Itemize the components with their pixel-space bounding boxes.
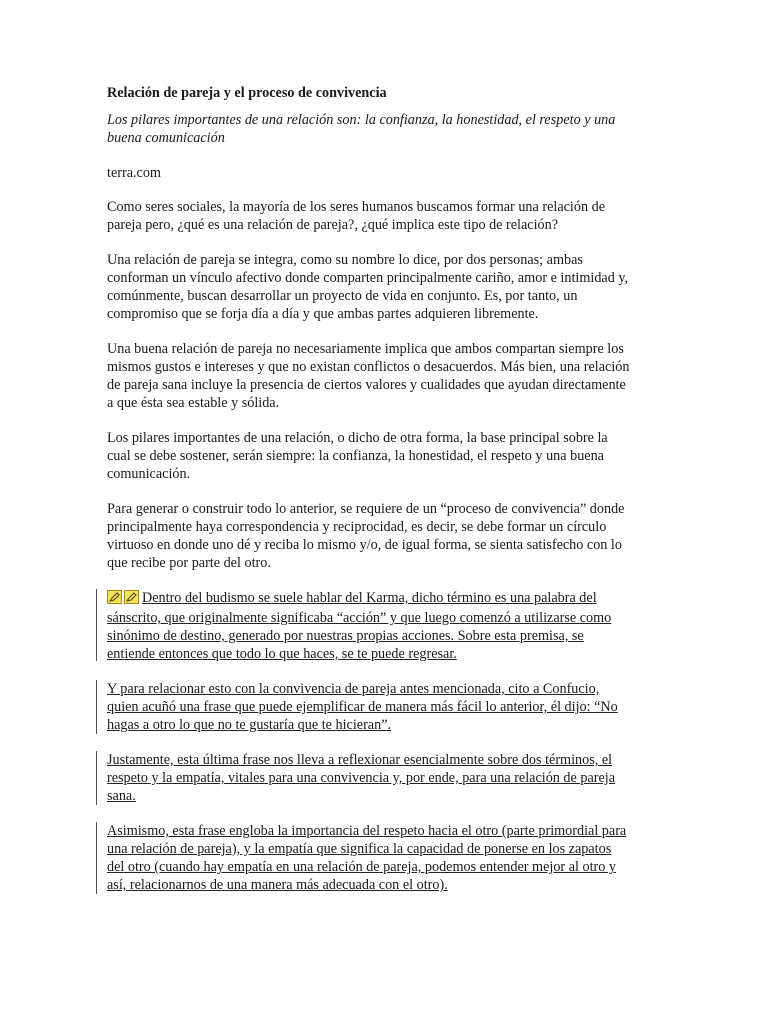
tracked-line xyxy=(107,858,667,876)
change-bar xyxy=(96,589,97,661)
paragraph xyxy=(107,198,667,234)
tracked-text: así, relacionarnos de una manera más adecuada con el otro). xyxy=(107,877,448,893)
paragraph-line: comunicación. xyxy=(107,466,191,482)
tracked-text: respeto y la empatía, vitales para una convivencia y, por ende, para una relación de pareja xyxy=(107,770,616,786)
paragraph-line: que recibe por parte del otro. xyxy=(107,555,271,571)
subtitle-line: buena comunicación xyxy=(107,130,225,146)
note-edit-icon[interactable] xyxy=(107,590,122,604)
paragraph-line: Como seres sociales, la mayoría de los seres humanos buscamos formar una relación de xyxy=(107,199,605,215)
paragraph xyxy=(107,500,667,572)
tracked-line xyxy=(107,716,667,734)
paragraph-line: Los pilares importantes de una relación, o dicho de otra forma, la base principal sobre la xyxy=(107,430,608,446)
tracked-change-paragraph xyxy=(107,822,667,894)
change-bar xyxy=(96,822,97,894)
paragraph-line: pareja pero, ¿qué es una relación de pareja?, ¿qué implica este tipo de relación? xyxy=(107,217,559,233)
tracked-line xyxy=(107,627,667,645)
tracked-line xyxy=(107,751,667,769)
paragraph-line: Una relación de pareja se integra, como su nombre lo dice, por dos personas; ambas xyxy=(107,252,583,268)
paragraph-line: cual se debe sostener, serán siempre: la confianza, la honestidad, el respeto y una buena xyxy=(107,448,604,464)
tracked-text: Asimismo, esta frase engloba la importancia del respeto hacia el otro (parte primordial para xyxy=(107,823,627,839)
paragraph-line: virtuoso en donde uno dé y reciba lo mismo y/o, de igual forma, se sienta satisfecho con lo xyxy=(107,537,622,553)
document-title: Relación de pareja y el proceso de convivencia xyxy=(107,85,387,101)
tracked-text: del otro (cuando hay empatía en una relación de pareja, podemos entender mejor al otro y xyxy=(107,859,616,875)
paragraph xyxy=(107,251,667,323)
tracked-line xyxy=(107,769,667,787)
tracked-line xyxy=(107,698,667,716)
paragraph-line: comúnmente, buscan desarrollar un proyecto de vida en conjunto. Es, por tanto, un xyxy=(107,288,578,304)
subtitle-line: Los pilares importantes de una relación son: la confianza, la honestidad, el respeto y una xyxy=(107,112,616,128)
change-bar xyxy=(96,751,97,805)
paragraph xyxy=(107,340,667,412)
paragraph-line: a que ésta sea estable y sólida. xyxy=(107,395,280,411)
paragraph-line: Una buena relación de pareja no necesariamente implica que ambos compartan siempre los xyxy=(107,341,624,357)
note-edit-icon[interactable] xyxy=(124,590,139,604)
paragraph-line: principalmente haya correspondencia y reciprocidad, es decir, se debe formar un círculo xyxy=(107,519,607,535)
paragraph-line: compromiso que se forja día a día y que ambas partes adquieren libremente. xyxy=(107,306,539,322)
document-subtitle xyxy=(107,111,667,147)
tracked-line xyxy=(107,680,667,698)
tracked-line xyxy=(107,787,667,805)
tracked-line xyxy=(107,589,667,609)
tracked-text: sana. xyxy=(107,788,136,804)
tracked-line xyxy=(107,645,667,663)
tracked-text: Y para relacionar esto con la convivencia de pareja antes mencionada, cito a Confucio, xyxy=(107,681,600,697)
tracked-line xyxy=(107,876,667,894)
paragraph-line: conforman un vínculo afectivo donde comparten principalmente cariño, amor e intimidad y, xyxy=(107,270,629,286)
tracked-text: sinónimo de destino, generado por nuestras propias acciones. Sobre esta premisa, se xyxy=(107,628,584,644)
tracked-text: quien acuñó una frase que puede ejemplificar de manera más fácil lo anterior, él dijo: “No xyxy=(107,699,618,715)
tracked-text: hagas a otro lo que no te gustaría que te hicieran”. xyxy=(107,717,392,733)
source-label: terra.com xyxy=(107,165,161,181)
paragraph xyxy=(107,429,667,483)
paragraph-line: Para generar o construir todo lo anterior, se requiere de un “proceso de convivencia” donde xyxy=(107,501,625,517)
tracked-change-paragraph xyxy=(107,680,667,734)
tracked-text: Justamente, esta última frase nos lleva a reflexionar esencialmente sobre dos términos, el xyxy=(107,752,613,768)
note-icons[interactable] xyxy=(107,590,141,609)
tracked-text: Dentro del budismo se suele hablar del Karma, dicho término es una palabra del xyxy=(142,590,597,606)
paragraph-line: de pareja sana incluye la presencia de ciertos valores y cualidades que ayudan directamente xyxy=(107,377,626,393)
change-bar xyxy=(96,680,97,734)
tracked-line xyxy=(107,840,667,858)
tracked-line xyxy=(107,822,667,840)
tracked-change-paragraph xyxy=(107,589,667,663)
tracked-text: sánscrito, que originalmente significaba “acción” y que luego comenzó a utilizarse como xyxy=(107,610,612,626)
tracked-line xyxy=(107,609,667,627)
tracked-text: entiende entonces que todo lo que haces, se te puede regresar. xyxy=(107,646,457,662)
paragraph-line: mismos gustos e intereses y que no existan conflictos o desacuerdos. Más bien, una relación xyxy=(107,359,630,375)
document-page xyxy=(107,84,667,911)
tracked-change-paragraph xyxy=(107,751,667,805)
tracked-text: una relación de pareja), y la empatía que significa la capacidad de ponerse en los zapatos xyxy=(107,841,612,857)
